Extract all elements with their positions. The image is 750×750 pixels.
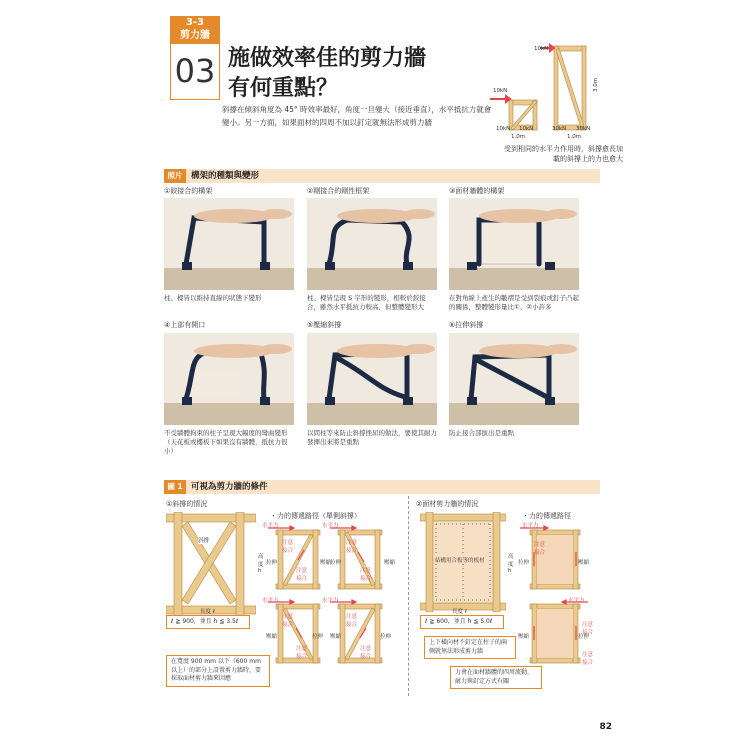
flow-joint-1: 注意接合: [282, 540, 294, 554]
flow-joint-7: 注意接合: [296, 646, 308, 660]
brace-length-label: 長度 ℓ: [200, 609, 216, 615]
photo-label-5: ⑤壓縮斜撐: [307, 321, 342, 329]
panel-case-label: ②面材剪力牆的情況: [416, 500, 479, 508]
brace-condition: ℓ ≧ 900，並且 h ≦ 3.5ℓ: [166, 615, 250, 629]
brace-flow-title: ・力的傳遞路徑（單側斜撐）: [270, 512, 361, 520]
panel-flow-force-1: 水平力: [522, 523, 539, 529]
panel-length-label: 長度 ℓ: [452, 609, 468, 615]
flow-force-2: 水平力: [322, 523, 339, 529]
flow-joint-3: 注意接合: [282, 614, 294, 628]
flow-joint-2: 注意接合: [346, 540, 358, 554]
flow-joint-5: 注意接合: [296, 568, 308, 582]
flow-compression-2: 壓縮: [384, 560, 396, 566]
photo-5: [307, 333, 437, 425]
panel-flow-joint-4: 注意接合: [582, 652, 594, 666]
flow-tension-4: 拉伸: [380, 634, 392, 640]
photo-2: [307, 198, 437, 290]
chapter-name: 剪力牆: [180, 30, 210, 41]
label-10kN-top: 10kN: [534, 46, 549, 52]
chapter-number: 03: [174, 52, 216, 90]
panel-flow-compression-1: 壓縮: [578, 560, 590, 566]
chapter-section: 3-3: [185, 17, 205, 28]
photo-label-4: ④上部有開口: [164, 321, 206, 329]
photo-label-6: ⑥拉伸斜撐: [449, 321, 484, 329]
panel-note-1: 上下橫向材不釘定在柱子的兩側就無法形成剪力牆: [424, 636, 516, 659]
label-reaction-1: 10kN: [496, 126, 511, 132]
label-reaction-2: 10kN: [519, 126, 534, 132]
panel-flow-tension-2: 拉伸: [578, 634, 590, 640]
brace-case-label: ①斜撐的情況: [166, 500, 208, 508]
photo-illustration: [307, 198, 437, 290]
photo-4: [164, 333, 294, 425]
flow-tension-3: 拉伸: [312, 634, 324, 640]
photo-6: [449, 333, 579, 425]
label-10kN-left: 10kN: [493, 88, 508, 94]
panel-flow-joint-1: 注意接合: [534, 542, 546, 556]
photo-illustration: [449, 333, 579, 425]
brace-note: 在寬度 900 mm 以下（600 mm 以上）的部分上設置剪力牆時，要採取面材剪力牆來因應: [166, 655, 270, 687]
label-height: 3.0m: [593, 77, 600, 93]
flow-force-3: 水平力: [322, 598, 339, 604]
brace-label: 斜撐: [198, 538, 210, 544]
panel-flow-title: ・力的傳遞路徑: [522, 512, 571, 520]
title-line-1: 施做效率佳的剪力牆: [228, 46, 427, 71]
panel-flow-tension-1: 拉伸: [518, 560, 530, 566]
flow-compression-3: 壓縮: [266, 634, 278, 640]
flow-joint-4: 注意接合: [346, 614, 358, 628]
figure-section-title: 可視為剪力牆的條件: [191, 482, 268, 492]
photo-desc-5: 以間柱等來防止斜撐挫屈的做法，要使其耐力發揮出來將是重點: [307, 429, 437, 446]
photo-illustration: [307, 333, 437, 425]
page-title: [228, 44, 426, 104]
photo-desc-6: 防止接合部拔出是重點: [449, 429, 514, 437]
photo-3: [449, 198, 579, 290]
flow-joint-6: 注意接合: [360, 568, 372, 582]
flow-joint-8: 注意接合: [360, 646, 372, 660]
photo-1: [164, 198, 294, 290]
brace-height-label: 高度 h: [258, 554, 264, 574]
photo-desc-1: 柱、樑皆以維持直線的狀態下變形: [164, 294, 262, 302]
photo-illustration: [164, 198, 294, 290]
photo-illustration: [449, 198, 579, 290]
chapter-tab-header: [170, 16, 220, 44]
panel-condition: ℓ ≧ 600，並且 h ≦ 5.0ℓ: [420, 615, 504, 629]
label-reaction-4: 30kN: [576, 126, 591, 132]
photo-label-1: ①鉸接合的構架: [164, 187, 213, 195]
photo-desc-3: 在對角線上產生的皺褶是受到裂痕或釘子凸起的關係，整體變形量比①、②小許多: [449, 294, 579, 311]
photo-label-2: ②剛接合的剛性框架: [307, 187, 370, 195]
flow-force-4: 水平力: [262, 598, 279, 604]
panel-flow-joint-2: 注意接合: [582, 622, 594, 636]
photo-illustration: [164, 333, 294, 425]
panel-label: 結構用合板等的板材: [435, 558, 485, 564]
photo-desc-4: 不受牆體拘束的柱子呈現大幅度的彎曲變形（天花板或樓板下如果沒有牆體，抵抗力很小）: [164, 429, 288, 455]
panel-height-label: 高度 h: [508, 554, 514, 574]
photo-desc-2: 柱、樑皆呈現 S 字形的變形，相較於鉸接合，雖然水平抵抗力較高，但整體變形大: [307, 294, 426, 311]
flow-compression-1: 壓縮: [320, 560, 332, 566]
flow-compression-4: 壓縮: [330, 634, 342, 640]
panel-flow-force-2: 水平力: [568, 598, 585, 604]
title-line-2: 有何重點？: [228, 76, 339, 101]
photo-section-title: 構架的種類與變形: [191, 171, 260, 181]
photo-label-3: ③面材牆體的構架: [449, 187, 505, 195]
flow-tension-1: 拉伸: [266, 560, 278, 566]
panel-flow-compression-2: 壓縮: [518, 634, 530, 640]
panel-note-2: 力會在面材牆體的四周流動，耐力與釘定方式有關: [450, 666, 542, 689]
flow-force-1: 水平力: [262, 523, 279, 529]
label-reaction-3: 30kN: [552, 126, 567, 132]
figure-divider: [408, 496, 409, 696]
top-diagram-caption: 受到相同的水平力作用時，斜撐愈長加載的斜撐上的力也愈大: [504, 145, 623, 163]
label-width-right: 1.0m: [567, 134, 582, 140]
figure-section-tag: 圖 1: [164, 480, 186, 494]
brace-wall-frame: [166, 512, 256, 616]
photo-section-tag: 照片: [164, 169, 186, 183]
page-number: 82: [599, 722, 612, 732]
flow-tension-2: 拉伸: [330, 560, 342, 566]
intro-text: 斜撐在傾斜角度為 45° 時效率最好，角度一旦變大（接近垂直），水平抵抗力就會變小。另一方面，如果面材的四周不加以釘定就無法形成剪力牆: [222, 105, 492, 127]
label-width-left: 1.0m: [511, 134, 526, 140]
